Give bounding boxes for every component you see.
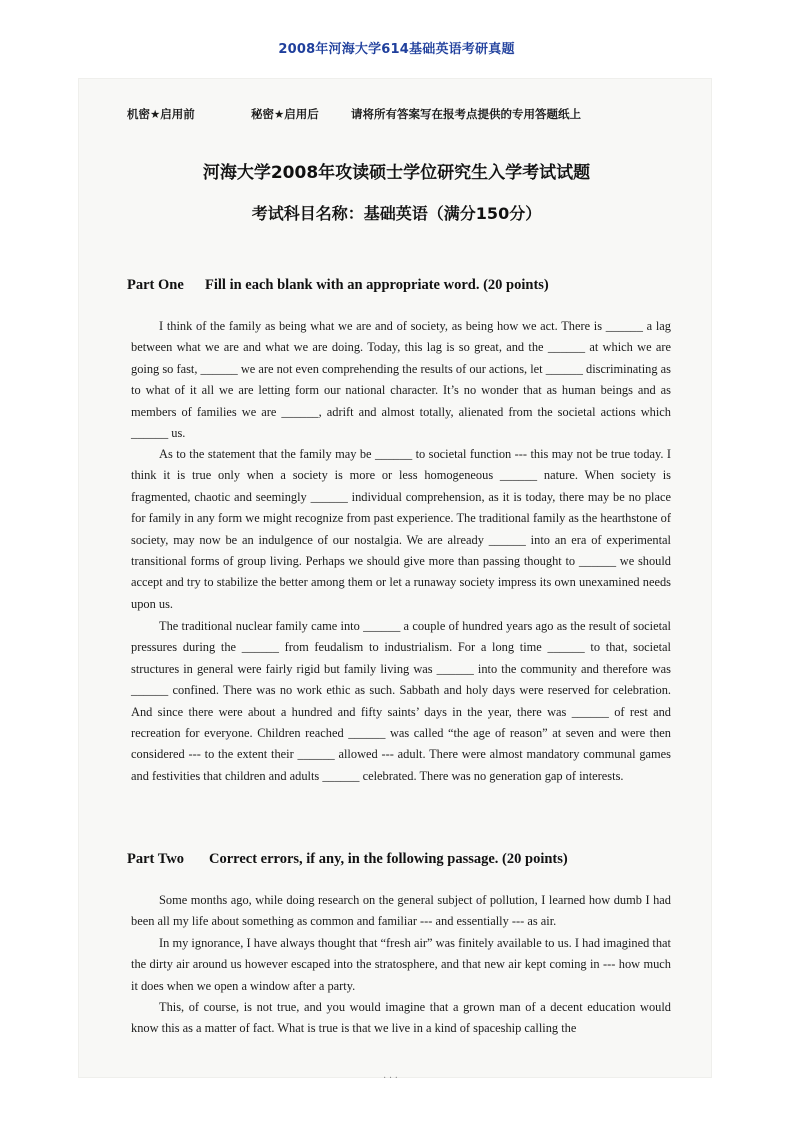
part-one-paragraph: [131, 444, 671, 615]
part-two-paragraph: [131, 890, 671, 933]
paragraph-text: Some months ago, while doing research on the general subject of pollution, I learned how dumb I had been all my life about something as common and familiar --- and essentially --- as air.: [131, 893, 671, 929]
paragraph-text: This, of course, is not true, and you would imagine that a grown man of a decent education would know this as a matter of fact. What is true is that we live in a kind of spaceship calling the: [131, 1000, 671, 1036]
confidential-before-label: 机密★启用前: [127, 107, 195, 121]
part-one-instruction: Fill in each blank with an appropriate word. (20 points): [205, 277, 549, 293]
page-footer-mark: · · ·: [383, 1073, 398, 1084]
part-one-paragraph: [131, 316, 671, 444]
paragraph-text: The traditional nuclear family came into ______ a couple of hundred years ago as the result of societal pressures during the ______ from feudalism to industrialism. For a long time ______ to that, societal structures in general were fairly rigid but family living was ______ into the community and therefore was ______ confined. There was no work ethic as such. Sabbath and holy days were reserved for celebration. And since there were about a hundred and fifty saints’ days in the year, there was ______ of rest and recreation for everyone. Children reached ______ was called “the age of reason” at seven and were then considered --- to the extent their ______ allowed --- adult. There were almost mandatory communal games and festivities that children and adults ______ celebrated. There was no generation gap of interests.: [131, 619, 671, 783]
paragraph-text: In my ignorance, I have always thought that “fresh air” was finitely available to us. I had imagined that the dirty air around us however escaped into the stratosphere, and that new air kept coming in --- how much it does when we open a window after a party.: [131, 936, 671, 993]
part-one-label: Part One: [127, 277, 184, 293]
exam-subject: 考试科目名称：基础英语（满分150分）: [251, 204, 542, 223]
confidentiality-line: [127, 106, 687, 122]
part-two-paragraph: [131, 933, 671, 997]
answer-instruction: 请将所有答案写在报考点提供的专用答题纸上: [351, 107, 581, 121]
part-two-instruction: Correct errors, if any, in the following passage. (20 points): [209, 851, 568, 867]
paragraph-text: As to the statement that the family may be ______ to societal function --- this may not be true today. I think it is true only when a society is more or less homogeneous ______ nature. When society is fragmented, chaotic and seemingly ______ individual comprehension, as it is today, there may be no place for family in any form we might recognize from past experience. The traditional family as the hearthstone of society, may now be an indulgence of our nostalgia. We are already ______ into an era of experimental transitional forms of group living. Perhaps we should give more than passing thought to ______ we should accept and try to stabilize the better among them or let a runaway society impress its own unexamined needs upon us.: [131, 447, 671, 611]
part-one-paragraph: [131, 616, 671, 787]
part-two-label: Part Two: [127, 851, 185, 867]
part-two-paragraph: [131, 997, 671, 1040]
paragraph-text: I think of the family as being what we are and of society, as being how we act. There is ______ a lag between what we are and what we are doing. Today, this lag is so great, and the ______ at which we are going so fast, ______ we are not even comprehending the results of our actions, let ______ discriminating as to what of it all we are letting form our national character. It’s no wonder that as human beings and as members of families we are ______, adrift and almost totally, alienated from the societal actions which ______ us.: [131, 319, 671, 441]
document-header-title: 2008年河海大学614基础英语考研真题: [278, 42, 515, 57]
exam-title: 河海大学2008年攻读硕士学位研究生入学考试试题: [202, 163, 591, 183]
part-one-heading: [127, 277, 549, 294]
part-two-heading: [127, 851, 568, 868]
confidential-after-label: 秘密★启用后: [251, 107, 319, 121]
